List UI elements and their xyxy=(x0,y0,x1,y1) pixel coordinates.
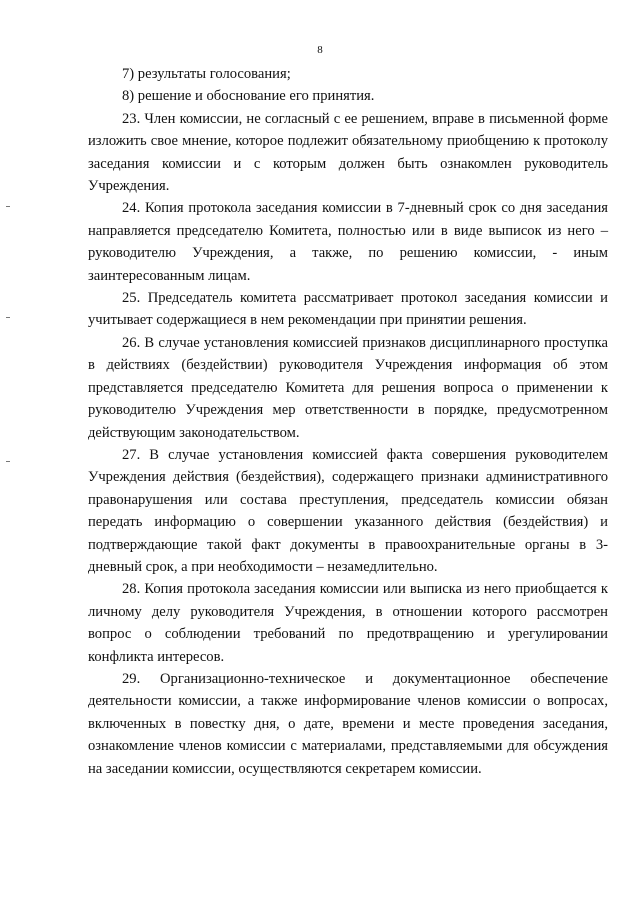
scan-margin-mark xyxy=(6,206,10,207)
paragraph-28: 28. Копия протокола заседания комиссии или выписка из него приобщается к личному делу руководителя Учреждения, в отношении которого рассмотрен вопрос о соблюдении требований по предотвращению и урегулировании конфликта интересов. xyxy=(88,581,608,665)
list-item-voting-results: 7) результаты голосования; xyxy=(122,66,291,82)
list-item-decision-justification: 8) решение и обоснование его принятия. xyxy=(122,88,375,105)
document-body xyxy=(88,63,608,780)
paragraph-26: 26. В случае установления комиссией признаков дисциплинарного проступка в действиях (бездействии) руководителя Учреждения информация об этом представляется председателю Комитета для решения вопроса о применении к руководителю Учреждения мер ответственности в порядке, предусмотренном действующим законодательством. xyxy=(88,334,608,441)
paragraph-27: 27. В случае установления комиссией факта совершения руководителем Учреждения действия (бездействия), содержащего признаки административного правонарушения или состава преступления, председатель комиссии обязан передать информацию о совершении указанного действия (бездействия) и подтверждающие такой факт документы в правоохранительные органы в 3-дневный срок, а при необходимости – незамедлительно. xyxy=(88,446,608,575)
paragraph-23: 23. Член комиссии, не согласный с ее решением, вправе в письменной форме изложить свое мнение, которое подлежит обязательному приобщению к протоколу заседания комиссии и с которым должен быть ознакомлен руководитель Учреждения. xyxy=(88,110,608,195)
scan-margin-mark xyxy=(6,461,10,462)
scan-margin-mark xyxy=(6,317,10,318)
paragraph-25: 25. Председатель комитета рассматривает протокол заседания комиссии и учитывает содержащиеся в нем рекомендации при принятии решения. xyxy=(88,290,608,329)
paragraph-24: 24. Копия протокола заседания комиссии в 7-дневный срок со дня заседания направляется председателю Комитета, полностью или в виде выписок из него – руководителю Учреждения, а также, по решению комиссии, - иным заинтересованным лицам. xyxy=(88,200,608,284)
paragraph-29: 29. Организационно-техническое и документационное обеспечение деятельности комиссии, а также информирование членов комиссии о вопросах, включенных в повестку дня, о дате, времени и месте проведения заседания, ознакомление членов комиссии с материалами, представляемыми для обсуждения на заседании комиссии, осуществляются секретарем комиссии. xyxy=(88,670,608,777)
page-number: 8 xyxy=(317,44,323,56)
